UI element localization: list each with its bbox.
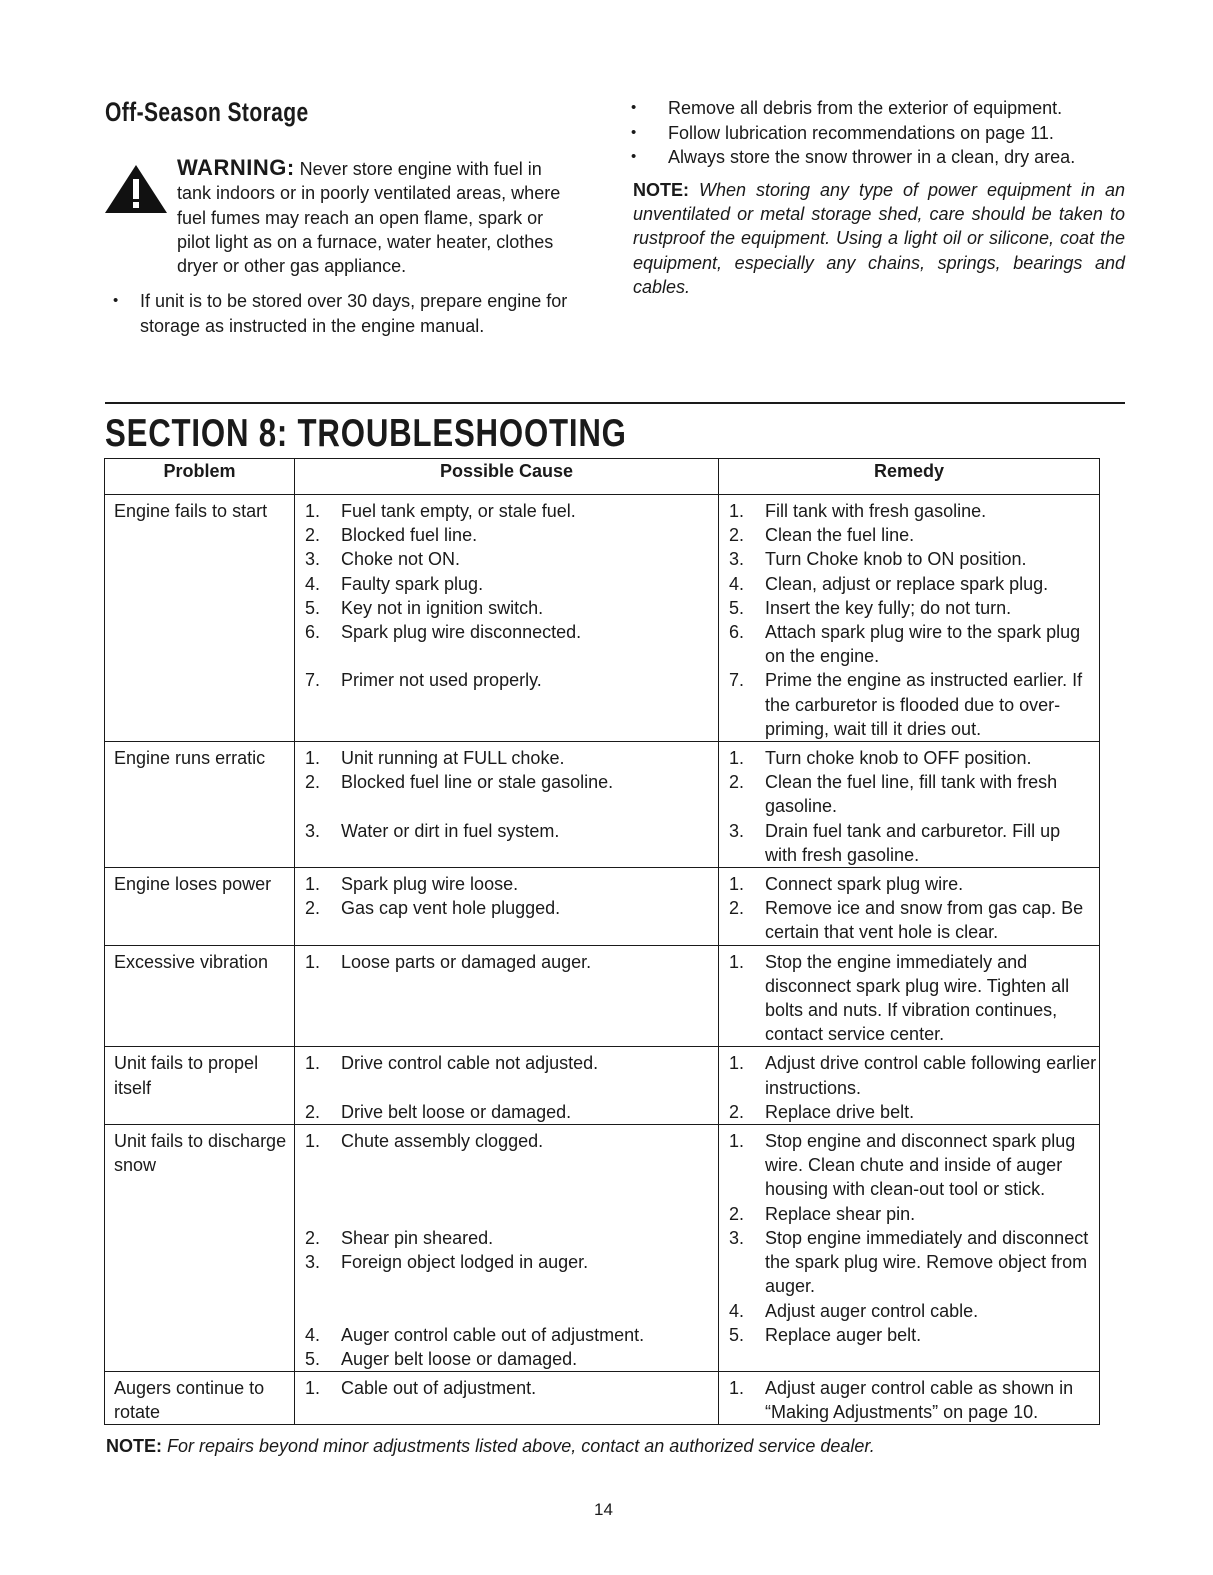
list-item: 6. Attach spark plug wire to the spark plug on the engine. [729,622,1081,667]
list-item: 1. Turn choke knob to OFF position. [729,748,1032,769]
list-item: 3. Water or dirt in fuel system. [305,820,560,841]
table-row [105,742,1100,868]
problem-cell: Unit fails to discharge snow [105,1125,295,1372]
list-item: 2. Drive belt loose or damaged. [305,1101,572,1122]
list-item: 4. Adjust auger control cable. [729,1300,979,1321]
storage-note [633,178,1125,299]
list-item: 1. Spark plug wire loose. [305,874,519,895]
list-item: 2. Blocked fuel line or stale gasoline. [305,772,614,793]
list-item: 7. Primer not used properly. [305,670,542,691]
list-item: 4. Auger control cable out of adjustment. [305,1324,645,1345]
list-item: 5. Key not in ignition switch. [305,597,544,618]
note-label: NOTE: [633,180,689,200]
warning-triangle-icon [103,163,169,215]
list-item: 1. Chute assembly clogged. [305,1131,544,1152]
table-row [105,495,1100,742]
list-item: • If unit is to be stored over 30 days, prepare engine for storage as instructed in the engine manual. [113,289,583,338]
list-item: 3. Foreign object lodged in auger. [305,1252,589,1273]
table-row [105,1372,1100,1425]
remedy-cell [719,495,1100,742]
footer-note [106,1436,875,1457]
header-remedy: Remedy [719,459,1100,495]
problem-cell: Augers continue to rotate [105,1372,295,1425]
list-item: 2. Blocked fuel line. [305,525,478,546]
list-item: 1. Connect spark plug wire. [729,874,964,895]
list-item: 1. Adjust drive control cable following earlier instructions. [729,1053,1097,1098]
list-item: 1. Stop the engine immediately and disconnect spark plug wire. Tighten all bolts and nuts. If vibration continues, contact service center. [729,951,1070,1045]
list-item: 2. Clean the fuel line. [729,525,915,546]
cause-cell [295,1372,719,1425]
list-item: 3. Drain fuel tank and carburetor. Fill up with fresh gasoline. [729,820,1061,865]
list-item: 5. Auger belt loose or damaged. [305,1348,578,1369]
header-problem: Problem [105,459,295,495]
note-label: NOTE: [106,1436,162,1456]
list-item: 1. Adjust auger control cable as shown in “Making Adjustments” on page 10. [729,1378,1074,1423]
cause-cell [295,742,719,868]
problem-cell: Engine fails to start [105,495,295,742]
offseason-heading: Off-Season Storage [105,97,309,127]
header-possible-cause: Possible Cause [295,459,719,495]
list-item: 1. Drive control cable not adjusted. [305,1053,599,1074]
list-item: 2. Replace drive belt. [729,1101,915,1122]
cause-cell [295,868,719,946]
warning-block [177,156,577,278]
note-text: For repairs beyond minor adjustments listed above, contact an authorized service dealer. [167,1436,875,1456]
remedy-cell [719,1125,1100,1372]
warning-label: WARNING: [177,155,295,180]
table-row [105,1047,1100,1125]
remedy-cell [719,945,1100,1047]
list-item: 1. Unit running at FULL choke. [305,748,565,769]
list-item: • Always store the snow thrower in a clean, dry area. [631,145,1131,170]
list-item: 3. Stop engine immediately and disconnect the spark plug wire. Remove object from auger. [729,1227,1089,1297]
list-item: 5. Insert the key fully; do not turn. [729,597,1012,618]
section-heading: SECTION 8: TROUBLESHOOTING [105,412,627,455]
problem-cell: Engine loses power [105,868,295,946]
storage-bullets-right [631,96,1131,170]
list-item: 4. Clean, adjust or replace spark plug. [729,573,1049,594]
list-item: 7. Prime the engine as instructed earlier. If the carburetor is flooded due to over-priming, wait till it dries out. [729,670,1083,739]
storage-bullets-left [113,289,583,338]
remedy-cell [719,1372,1100,1425]
list-item: 1. Fill tank with fresh gasoline. [729,501,987,521]
list-item: 2. Gas cap vent hole plugged. [305,898,561,919]
problem-cell: Unit fails to propel itself [105,1047,295,1125]
list-item: 4. Faulty spark plug. [305,573,484,594]
table-header-row [105,459,1100,495]
table-row [105,1125,1100,1372]
list-item: 5. Replace auger belt. [729,1324,922,1345]
list-item: 6. Spark plug wire disconnected. [305,622,582,643]
list-item: 2. Clean the fuel line, fill tank with fresh gasoline. [729,772,1058,817]
list-item: 1. Fuel tank empty, or stale fuel. [305,501,576,521]
remedy-cell [719,1047,1100,1125]
list-item: • Follow lubrication recommendations on page 11. [631,121,1131,146]
cause-cell [295,495,719,742]
list-item: • Remove all debris from the exterior of equipment. [631,96,1131,121]
list-item: 3. Turn Choke knob to ON position. [729,549,1027,570]
list-item: 1. Stop engine and disconnect spark plug wire. Clean chute and inside of auger housing with clean-out tool or stick. [729,1131,1076,1200]
list-item: 2. Remove ice and snow from gas cap. Be certain that vent hole is clear. [729,898,1084,943]
list-item: 3. Choke not ON. [305,549,461,570]
remedy-cell [719,742,1100,868]
list-item: 2. Shear pin sheared. [305,1227,494,1248]
note-text: When storing any type of power equipment in an unventilated or metal storage shed, care should be taken to rustproof the equipment. Using a light oil or silicone, coat the equipment, especially any chains, springs, bearings and cables. [633,180,1125,297]
problem-cell: Engine runs erratic [105,742,295,868]
cause-cell [295,1125,719,1372]
cause-cell [295,1047,719,1125]
list-item: 1. Loose parts or damaged auger. [305,951,592,972]
list-item: 1. Cable out of adjustment. [305,1378,537,1399]
table-row [105,945,1100,1047]
list-item: 2. Replace shear pin. [729,1203,916,1224]
problem-cell: Excessive vibration [105,945,295,1047]
warning-text: Never store engine with fuel in tank indoors or in poorly ventilated areas, where fuel fumes may reach an open flame, spark or pilot light as on a furnace, water heater, clothes dryer or other gas appliance. [177,159,561,277]
cause-cell [295,945,719,1047]
page-number: 14 [594,1500,613,1519]
table-row [105,868,1100,946]
remedy-cell [719,868,1100,946]
troubleshooting-table [104,458,1100,1425]
section-divider [105,402,1125,404]
